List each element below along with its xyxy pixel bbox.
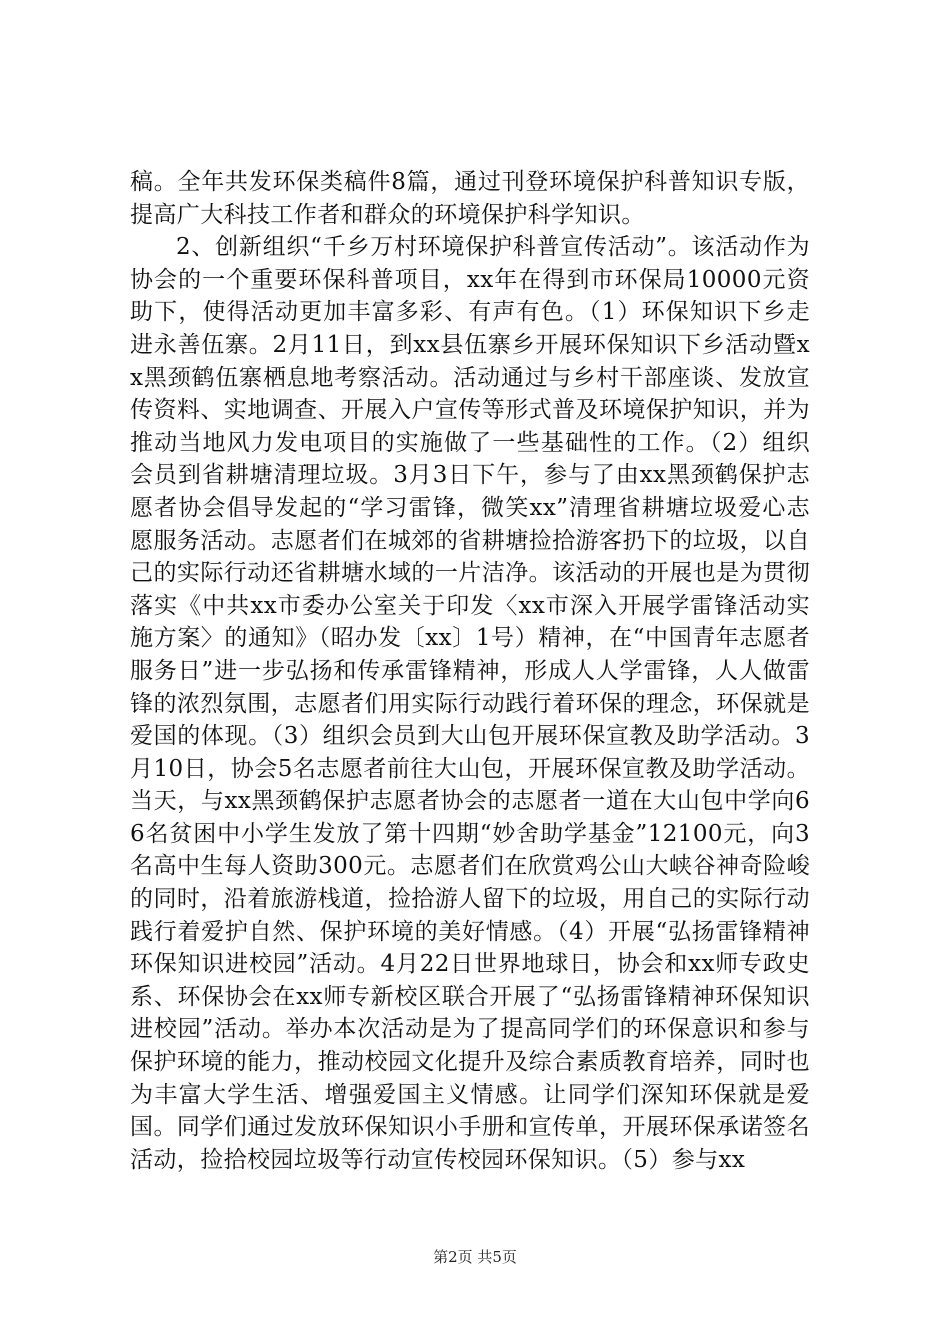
document-body xyxy=(130,166,810,1176)
page-footer: 第2页 共5页 xyxy=(433,1248,517,1266)
paragraph-continuation: 稿。全年共发环保类稿件8篇，通过刊登环境保护科普知识专版，提高广大科技工作者和群众的环境保护科学知识。 xyxy=(130,169,810,228)
paragraph-section-2: 2、创新组织“千乡万村环境保护科普宣传活动”。该活动作为协会的一个重要环保科普项目，xx年在得到市环保局10000元资助下，使得活动更加丰富多彩、有声有色。（1）环保知识下乡走进永善伍寨。2月11日，到xx县伍寨乡开展环保知识下乡活动暨xx黑颈鹤伍寨栖息地考察活动。活动通过与乡村干部座谈、发放宣传资料、实地调查、开展入户宣传等形式普及环境保护知识，并为推动当地风力发电项目的实施做了一些基础性的工作。（2）组织会员到省耕塘清理垃圾。3月3日下午，参与了由xx黑颈鹤保护志愿者协会倡导发起的“学习雷锋，微笑xx”清理省耕塘垃圾爱心志愿服务活动。志愿者们在城郊的省耕塘捡拾游客扔下的垃圾，以自己的实际行动还省耕塘水域的一片洁净。该活动的开展也是为贯彻落实《中共xx市委办公室关于印发〈xx市深入开展学雷锋活动实施方案〉的通知》（昭办发〔xx〕1号）精神，在“中国青年志愿者服务日”进一步弘扬和传承雷锋精神，形成人人学雷锋，人人做雷锋的浓烈氛围，志愿者们用实际行动践行着环保的理念，环保就是爱国的体现。（3）组织会员到大山包开展环保宣教及助学活动。3月10日，协会5名志愿者前往大山包，开展环保宣教及助学活动。当天，与xx黑颈鹤保护志愿者协会的志愿者一道在大山包中学向66名贫困中小学生发放了第十四期“妙舍助学基金”12100元，向3名高中生每人资助300元。志愿者们在欣赏鸡公山大峡谷神奇险峻的同时，沿着旅游栈道，捡拾游人留下的垃圾，用自己的实际行动践行着爱护自然、保护环境的美好情感。（4）开展“弘扬雷锋精神环保知识进校园”活动。4月22日世界地球日，协会和xx师专政史系、环保协会在xx师专新校区联合开展了“弘扬雷锋精神环保知识进校园”活动。举办本次活动是为了提高同学们的环保意识和参与保护环境的能力，推动校园文化提升及综合素质教育培养，同时也为丰富大学生活、增强爱国主义情感。让同学们深知环保就是爱国。同学们通过发放环保知识小手册和宣传单，开展环保承诺签名活动，捡拾校园垃圾等行动宣传校园环保知识。（5）参与xx xyxy=(130,234,810,1173)
